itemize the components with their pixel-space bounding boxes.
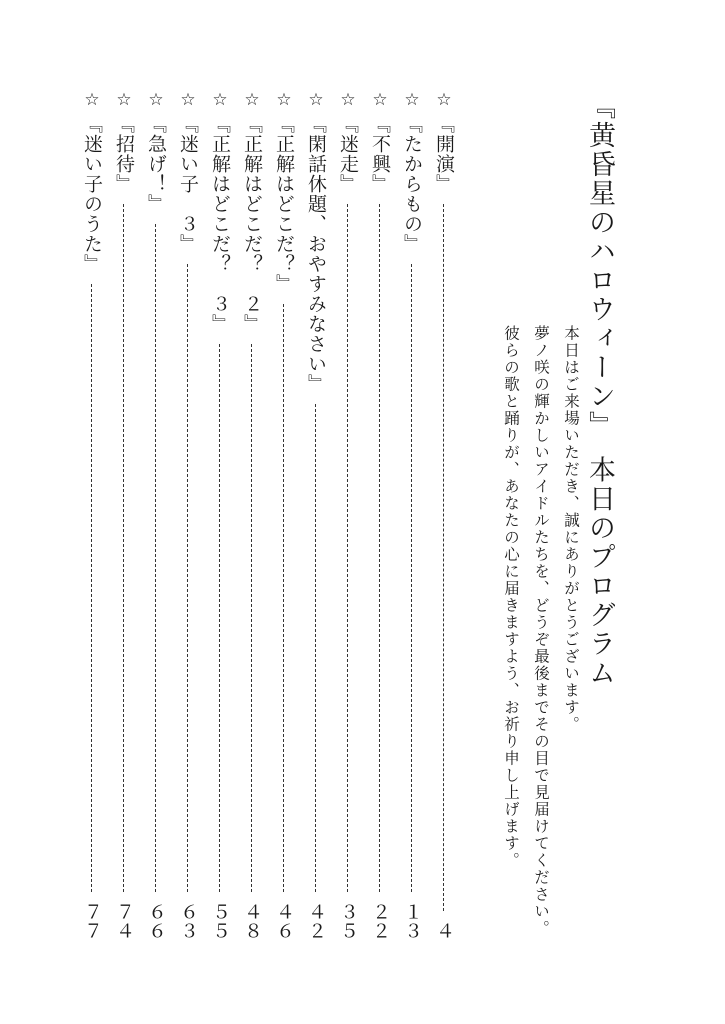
toc-entry[interactable] [271, 90, 297, 940]
intro-line-2: 夢ノ咲の輝かしいアイドルたちを、どうぞ最後までその目で見届けてください。 [532, 325, 550, 937]
toc-entry[interactable] [175, 90, 201, 940]
dotted-leader [155, 224, 156, 892]
toc-entry-title: 『たからもの』 [401, 114, 423, 254]
program-title: 『黄昏星のハロウィーン』 本日のプログラム [584, 92, 615, 688]
dotted-leader [187, 264, 188, 892]
toc-entry-title: 『迷走』 [337, 114, 359, 194]
star-icon: ☆ [308, 90, 324, 110]
toc-entry-page: ６６ [145, 902, 167, 940]
dotted-leader [219, 344, 220, 892]
toc-entry-page: １３ [401, 902, 423, 940]
dotted-leader [315, 404, 316, 892]
dotted-leader [347, 204, 348, 892]
dotted-leader [411, 264, 412, 892]
toc-entry-title: 『迷い子のうた』 [81, 114, 103, 274]
toc-entry[interactable] [399, 90, 425, 940]
toc-entry-page: ３５ [337, 902, 359, 940]
dotted-leader [251, 344, 252, 892]
toc-entry-page: ４８ [241, 902, 263, 940]
toc-entry-title: 『急げ！』 [145, 114, 167, 214]
dotted-leader [379, 204, 380, 892]
dotted-leader [123, 204, 124, 892]
toc-entry-page: ４ [433, 921, 455, 940]
toc-entry[interactable] [303, 90, 329, 940]
star-icon: ☆ [212, 90, 228, 110]
toc-entry-page: ５５ [209, 902, 231, 940]
star-icon: ☆ [244, 90, 260, 110]
toc-entry[interactable] [335, 90, 361, 940]
toc-entry-title: 『正解はどこだ？』 [273, 114, 295, 294]
toc-entry-title: 『開演』 [433, 114, 455, 194]
toc-entry[interactable] [367, 90, 393, 940]
toc-entry-title: 『招待』 [113, 114, 135, 194]
dotted-leader [283, 304, 284, 892]
toc-entry-page: ７４ [113, 902, 135, 940]
toc-entry-page: ２２ [369, 902, 391, 940]
toc-entry-title: 『閑話休題、おやすみなさい』 [305, 114, 327, 394]
toc-entry[interactable] [79, 90, 105, 940]
toc-entry-title: 『不興』 [369, 114, 391, 194]
toc-entry[interactable] [111, 90, 137, 940]
dotted-leader [443, 204, 444, 911]
toc-entry-title: 『正解はどこだ？ ３』 [209, 114, 231, 334]
toc-entry[interactable] [207, 90, 233, 940]
intro-line-1: 本日はご来場いただき、誠にありがとうございます。 [562, 325, 580, 733]
star-icon: ☆ [116, 90, 132, 110]
dotted-leader [91, 284, 92, 892]
star-icon: ☆ [436, 90, 452, 110]
toc-entry-page: ４２ [305, 902, 327, 940]
toc-entry[interactable] [143, 90, 169, 940]
star-icon: ☆ [340, 90, 356, 110]
toc-entry-title: 『迷い子 ３』 [177, 114, 199, 254]
star-icon: ☆ [84, 90, 100, 110]
star-icon: ☆ [180, 90, 196, 110]
toc-entry-page: ４６ [273, 902, 295, 940]
toc-entry-page: ６３ [177, 902, 199, 940]
star-icon: ☆ [148, 90, 164, 110]
toc-entry[interactable] [431, 90, 457, 940]
toc-entry-page: ７７ [81, 902, 103, 940]
toc-entry[interactable] [239, 90, 265, 940]
star-icon: ☆ [404, 90, 420, 110]
toc-entry-title: 『正解はどこだ？ ２』 [241, 114, 263, 334]
star-icon: ☆ [276, 90, 292, 110]
intro-line-3: 彼らの歌と踊りが、あなたの心に届きますよう、お祈り申し上げます。 [502, 325, 520, 869]
star-icon: ☆ [372, 90, 388, 110]
